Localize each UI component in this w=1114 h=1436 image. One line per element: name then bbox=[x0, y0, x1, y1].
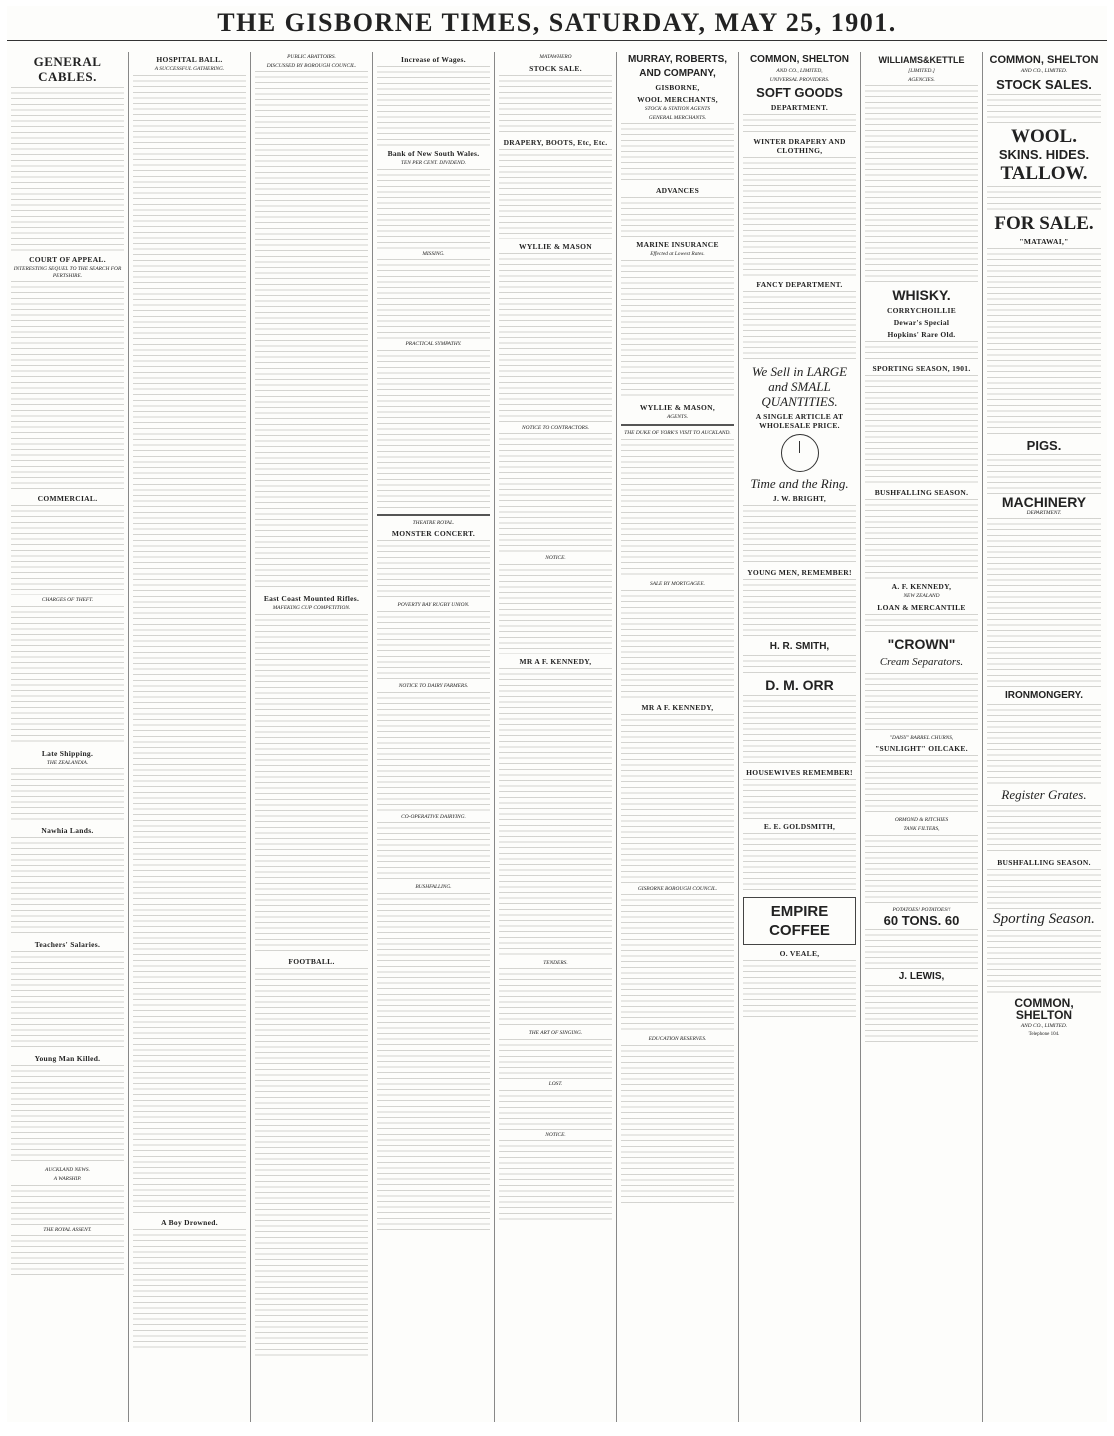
ad-tank-filters: TANK FILTERS, bbox=[903, 825, 940, 832]
ad-lowest-rates: Effected at Lowest Rates. bbox=[650, 251, 705, 258]
column-2 bbox=[129, 52, 251, 1422]
ad-text bbox=[865, 499, 978, 579]
clock-icon bbox=[781, 434, 819, 472]
ad-williams-kettle: WILLIAMS&KETTLE bbox=[878, 55, 965, 65]
ad-murray-roberts-2: AND COMPANY, bbox=[639, 68, 716, 79]
headline-rugby-union: POVERTY BAY RUGBY UNION. bbox=[397, 602, 470, 609]
ad-murray-roberts: MURRAY, ROBERTS, bbox=[627, 54, 728, 65]
ad-sunlight-oilcake: "SUNLIGHT" OILCAKE. bbox=[875, 744, 968, 754]
ad-text bbox=[377, 822, 490, 882]
headline-boy-drowned: A Boy Drowned. bbox=[161, 1217, 218, 1227]
ad-text bbox=[499, 1090, 612, 1130]
ad-machinery-dept: DEPARTMENT. bbox=[1026, 509, 1062, 516]
article-text bbox=[11, 951, 124, 1051]
ad-j-lewis: J. LEWIS, bbox=[898, 971, 945, 983]
ad-common-shelton-3: COMMON, SHELTON bbox=[1014, 996, 1074, 1023]
headline-young-man-killed: Young Man Killed. bbox=[34, 1054, 101, 1064]
ad-empire: EMPIRE bbox=[770, 903, 829, 921]
ad-and-co-2: AND CO., LIMITED. bbox=[1020, 68, 1068, 74]
ad-notice: NOTICE. bbox=[545, 555, 566, 562]
divider bbox=[377, 514, 490, 516]
column-9 bbox=[983, 52, 1105, 1422]
headline-charges-of-theft: CHARGES OF THEFT. bbox=[41, 597, 94, 604]
headline-notice-dairy-farmers: NOTICE TO DAIRY FARMERS. bbox=[398, 682, 469, 689]
ad-text bbox=[987, 518, 1101, 688]
ad-we-sell: We Sell in LARGE and SMALL QUANTITIES. bbox=[751, 364, 848, 410]
ad-department: DEPARTMENT. bbox=[770, 103, 829, 113]
ad-housewives: HOUSEWIVES REMEMBER! bbox=[746, 768, 853, 778]
headline-public-abattoirs: PUBLIC ABATTOIRS. bbox=[287, 54, 336, 60]
subheadline: TEN PER CENT. DIVIDEND. bbox=[400, 160, 467, 166]
ad-time-and-ring: Time and the Ring. bbox=[750, 476, 849, 492]
ad-wool-merchants: WOOL MERCHANTS, bbox=[637, 95, 718, 104]
ad-text bbox=[621, 590, 734, 700]
ad-machinery: MACHINERY bbox=[1001, 493, 1087, 510]
ad-young-men: YOUNG MEN, REMEMBER! bbox=[747, 568, 852, 578]
ad-dm-orr: D. M. ORR bbox=[765, 677, 834, 694]
ad-hopkins: Hopkins' Rare Old. bbox=[887, 330, 956, 340]
article-text bbox=[255, 968, 368, 1358]
ad-empire-coffee-box bbox=[743, 897, 856, 945]
ad-text bbox=[865, 929, 978, 969]
ad-text bbox=[621, 894, 734, 1034]
ad-text bbox=[987, 248, 1101, 438]
ad-text bbox=[743, 779, 856, 819]
ad-sporting-season-2: Sporting Season. bbox=[993, 911, 1095, 928]
ad-kennedy-2: MR A F. KENNEDY, bbox=[641, 702, 714, 712]
article-text bbox=[11, 837, 124, 937]
headline-court-of-appeal: COURT OF APPEAL. bbox=[29, 255, 106, 264]
ad-daisy-churns: "DAISY" BARREL CHURNS, bbox=[889, 734, 954, 741]
ad-cream-separators: Cream Separators. bbox=[879, 655, 964, 668]
ad-text bbox=[621, 1045, 734, 1205]
article-text bbox=[11, 505, 124, 595]
ad-text bbox=[499, 433, 612, 553]
ad-hr-smith: H. R. SMITH, bbox=[769, 641, 830, 653]
ad-text bbox=[865, 755, 978, 815]
ad-tenders: TENDERS. bbox=[543, 959, 568, 966]
divider bbox=[621, 424, 734, 426]
article-text bbox=[11, 606, 124, 746]
ad-soft-goods: SOFT GOODS bbox=[756, 85, 843, 101]
article-text bbox=[377, 259, 490, 339]
ad-text bbox=[499, 668, 612, 958]
column-3 bbox=[251, 52, 373, 1422]
column-5 bbox=[495, 52, 617, 1422]
columns bbox=[7, 52, 1107, 1422]
ad-advances: ADVANCES bbox=[655, 186, 700, 196]
article-text bbox=[11, 768, 124, 823]
ad-text bbox=[865, 341, 978, 361]
subheadline: THE ZEALANDIA. bbox=[46, 759, 89, 766]
ad-text bbox=[621, 439, 734, 579]
ad-text bbox=[987, 869, 1101, 909]
newspaper-page bbox=[7, 6, 1107, 1422]
ad-marine-insurance: MARINE INSURANCE bbox=[636, 240, 719, 250]
ad-text bbox=[499, 564, 612, 654]
ad-text bbox=[987, 930, 1101, 995]
ad-single-article: A SINGLE ARTICLE AT WHOLESALE PRICE. bbox=[755, 412, 844, 431]
ad-text bbox=[499, 968, 612, 1028]
ad-wyllie-mason-agents: WYLLIE & MASON, bbox=[639, 402, 716, 412]
headline-missing: MISSING. bbox=[422, 250, 445, 257]
column-4 bbox=[373, 52, 495, 1422]
ad-sale-by-mortgagee: SALE BY MORTGAGEE. bbox=[650, 580, 705, 587]
ad-text bbox=[377, 893, 490, 1233]
ad-text bbox=[987, 186, 1101, 211]
ad-and-co: AND CO., LIMITED, bbox=[776, 68, 823, 74]
article-text bbox=[11, 1185, 124, 1225]
article-text bbox=[377, 66, 490, 146]
ad-text bbox=[499, 1140, 612, 1220]
ad-notice-contractors: NOTICE TO CONTRACTORS. bbox=[521, 424, 590, 431]
article-text bbox=[377, 169, 490, 249]
subheadline: A SUCCESSFUL GATHERING. bbox=[154, 66, 225, 72]
ad-pigs: PIGS. bbox=[1026, 437, 1062, 453]
ad-bushfalling-season-2: BUSHFALLING SEASON. bbox=[997, 858, 1091, 868]
ad-text bbox=[987, 704, 1101, 784]
ad-education-reserves: EDUCATION RESERVES. bbox=[648, 1036, 707, 1043]
ad-matawhero: MATAWHERO bbox=[539, 54, 572, 60]
ad-text bbox=[499, 75, 612, 135]
ad-fancy-department: FANCY DEPARTMENT. bbox=[756, 280, 843, 290]
ad-common-shelton: COMMON, SHELTON bbox=[749, 54, 850, 65]
ad-text bbox=[743, 291, 856, 361]
ad-text bbox=[621, 260, 734, 400]
subheadline: A WARSHIP. bbox=[53, 1175, 82, 1182]
ad-matawai: "MATAWAI," bbox=[1019, 236, 1069, 246]
ad-whisky: WHISKY. bbox=[892, 287, 951, 304]
article-text bbox=[11, 281, 124, 491]
headline-teachers-salaries: Teachers' Salaries. bbox=[34, 940, 101, 950]
headline-football: FOOTBALL. bbox=[288, 956, 335, 966]
ad-dewars: Dewar's Special bbox=[893, 318, 950, 328]
article-text bbox=[11, 1235, 124, 1275]
ad-notice-2: NOTICE. bbox=[545, 1131, 566, 1138]
ad-text bbox=[987, 805, 1101, 855]
ad-text bbox=[621, 123, 734, 183]
headline-royal-assent: THE ROYAL ASSENT. bbox=[43, 1226, 92, 1233]
ad-bright: J. W. BRIGHT, bbox=[772, 494, 827, 504]
headline-commercial: COMMERCIAL. bbox=[37, 494, 98, 504]
newspaper-title: THE GISBORNE TIMES, SATURDAY, MAY 25, 1901. bbox=[217, 8, 897, 37]
ad-general-merchants: GENERAL MERCHANTS. bbox=[648, 114, 707, 121]
ad-veale: O. VEALE, bbox=[779, 949, 820, 959]
subheadline: MAFEKING CUP COMPETITION. bbox=[272, 605, 351, 612]
ad-text bbox=[743, 114, 856, 134]
ad-text bbox=[743, 695, 856, 765]
ad-universal-providers: UNIVERSAL PROVIDERS. bbox=[769, 76, 830, 83]
ad-art-of-singing: THE ART OF SINGING. bbox=[528, 1030, 583, 1037]
article-text bbox=[11, 87, 124, 252]
ad-lost: LOST. bbox=[548, 1080, 563, 1087]
ad-ormond-ritchies: ORMOND & RITCHIES bbox=[894, 817, 949, 824]
ad-corrychoillie: CORRYCHOILLIE bbox=[886, 306, 957, 316]
ad-new-zealand: NEW ZEALAND bbox=[903, 593, 940, 600]
article-text bbox=[133, 1229, 246, 1349]
ad-text bbox=[743, 833, 856, 893]
headline-late-shipping: Late Shipping. bbox=[41, 748, 94, 758]
ad-text bbox=[621, 197, 734, 237]
ad-text bbox=[865, 614, 978, 634]
subheadline: INTERESTING SEQUEL TO THE SEARCH FOR PERTSHIRE. bbox=[13, 266, 122, 279]
ad-agencies: AGENCIES. bbox=[908, 76, 935, 83]
ad-text bbox=[865, 673, 978, 733]
ad-text bbox=[499, 1039, 612, 1079]
telephone: Telephone 104. bbox=[1028, 1031, 1060, 1037]
headline-auckland-news: AUCKLAND NEWS. bbox=[45, 1167, 90, 1174]
headline-theatre-royal: THEATRE ROYAL. bbox=[412, 519, 455, 526]
ad-text bbox=[621, 714, 734, 884]
ad-text bbox=[377, 540, 490, 600]
ad-goldsmith: E. E. GOLDSMITH, bbox=[763, 822, 836, 832]
ad-coffee: COFFEE bbox=[769, 922, 830, 940]
headline-practical-sympathy: PRACTICAL SYMPATHY. bbox=[405, 341, 462, 348]
column-8 bbox=[861, 52, 983, 1422]
ad-common-shelton-2: COMMON, SHELTON bbox=[989, 54, 1099, 66]
column-6 bbox=[617, 52, 739, 1422]
ad-text bbox=[987, 94, 1101, 124]
headline-monster-concert: MONSTER CONCERT. bbox=[391, 529, 476, 539]
ad-stock-sales: STOCK SALES. bbox=[996, 76, 1092, 92]
ad-text bbox=[499, 253, 612, 423]
headline-hospital-ball: HOSPITAL BALL. bbox=[156, 55, 223, 64]
ad-text bbox=[743, 505, 856, 565]
ad-text bbox=[743, 655, 856, 675]
ad-register-grates: Register Grates. bbox=[1001, 787, 1087, 803]
ad-bushfalling-season: BUSHFALLING SEASON. bbox=[874, 488, 969, 498]
ad-sporting-season: SPORTING SEASON, 1901. bbox=[872, 364, 971, 374]
ad-and-co-3: AND CO., LIMITED. bbox=[1020, 1023, 1068, 1030]
ad-winter-drapery: WINTER DRAPERY AND CLOTHING, bbox=[753, 137, 846, 156]
ad-text bbox=[865, 985, 978, 1045]
ad-for-sale: FOR SALE. bbox=[994, 212, 1094, 234]
ad-gisborne: GISBORNE, bbox=[655, 83, 700, 92]
ad-wyllie-mason: WYLLIE & MASON bbox=[519, 241, 592, 251]
ad-text bbox=[377, 692, 490, 812]
ad-text bbox=[865, 835, 978, 905]
ad-text bbox=[987, 454, 1101, 494]
headline-east-coast-mounted-rifles: East Coast Mounted Rifles. bbox=[263, 594, 360, 604]
ad-skins-hides: SKINS. HIDES. bbox=[998, 146, 1090, 162]
masthead bbox=[7, 6, 1107, 41]
ad-60-tons: 60 TONS. 60 bbox=[883, 913, 960, 929]
ad-text bbox=[743, 157, 856, 277]
ad-potatoes: POTATOES! POTATOES!! bbox=[892, 906, 951, 913]
ad-text bbox=[743, 579, 856, 639]
ad-borough-council: GISBORNE BOROUGH COUNCIL. bbox=[637, 885, 718, 892]
headline-nawhia-lands: Nawhia Lands. bbox=[41, 826, 94, 836]
column-1 bbox=[7, 52, 129, 1422]
ad-tallow: TALLOW. bbox=[1000, 162, 1088, 184]
ad-text bbox=[865, 85, 978, 285]
article-text bbox=[377, 350, 490, 510]
ad-wool: WOOL. bbox=[1011, 125, 1077, 147]
ad-kennedy: MR A F. KENNEDY, bbox=[519, 656, 592, 666]
ad-duke-of-york: THE DUKE OF YORK'S VISIT TO AUCKLAND. bbox=[624, 430, 731, 437]
headline-bushfalling: BUSHFALLING. bbox=[415, 884, 452, 891]
headline-general-cables: GENERAL CABLES. bbox=[33, 54, 102, 84]
ad-ironmongery: IRONMONGERY. bbox=[1005, 690, 1083, 702]
headline-co-operative-dairying: CO-OPERATIVE DAIRYING. bbox=[401, 813, 466, 820]
ad-stock-sale: STOCK SALE. bbox=[529, 63, 582, 73]
ad-kennedy-3: A. F. KENNEDY, bbox=[891, 582, 952, 592]
ad-text bbox=[865, 375, 978, 485]
headline-bank-nsw: Bank of New South Wales. bbox=[387, 149, 480, 158]
ad-drapery-boots: DRAPERY, BOOTS, Etc, Etc. bbox=[503, 137, 608, 147]
subheadline: DISCUSSED BY BOROUGH COUNCIL. bbox=[266, 62, 357, 69]
ad-text bbox=[377, 611, 490, 681]
column-7 bbox=[739, 52, 861, 1422]
article-text bbox=[255, 614, 368, 954]
ad-agents: AGENTS. bbox=[666, 413, 689, 420]
article-text bbox=[255, 71, 368, 591]
headline-increase-of-wages: Increase of Wages. bbox=[401, 55, 466, 64]
article-text bbox=[11, 1065, 124, 1165]
ad-stock-station: STOCK & STATION AGENTS bbox=[644, 106, 711, 112]
ad-text bbox=[743, 960, 856, 1020]
ad-loan-mercantile: LOAN & MERCANTILE bbox=[877, 602, 966, 612]
ad-crown: "CROWN" bbox=[887, 635, 956, 652]
ad-limited: [LIMITED.] bbox=[908, 68, 935, 74]
article-text bbox=[133, 75, 246, 1215]
ad-text bbox=[499, 149, 612, 239]
